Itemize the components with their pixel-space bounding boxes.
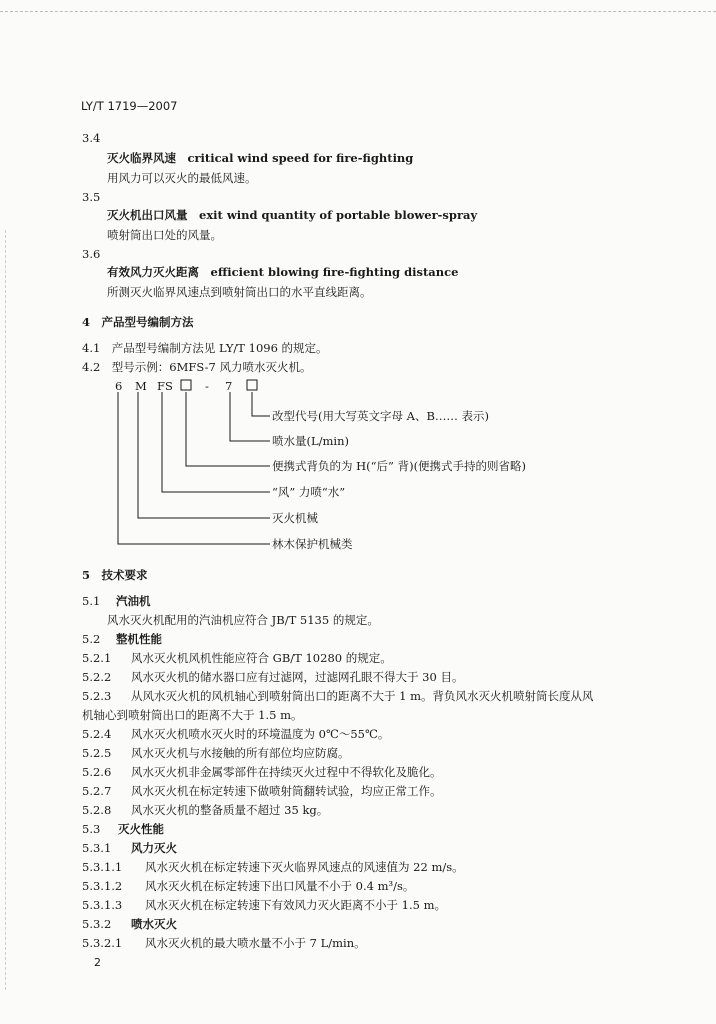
term-definition: 喷射筒出口处的风量。 <box>107 228 222 242</box>
clause-number: 3.4 <box>82 131 101 145</box>
section-title: 4 产品型号编制方法 <box>82 315 194 329</box>
clause-text: 从风水灭火机的风机轴心到喷射筒出口的距离不大于 1 m。背负风水灭火机喷射筒长度从风 <box>131 689 594 703</box>
clause-text: 风水灭火机配用的汽油机应符合 JB/T 5135 的规定。 <box>107 613 379 627</box>
diagram-label: 喷水量(L/min) <box>272 434 349 448</box>
clause-number: 5.3.2 <box>82 917 112 931</box>
clause-heading: 风力灭火 <box>131 841 177 855</box>
code-part-6: 6 <box>115 379 123 393</box>
clause-text: 风水灭火机非金属零部件在持续灭火过程中不得软化及脆化。 <box>131 765 442 779</box>
clause-number: 5.2.4 <box>82 727 112 741</box>
page-number: 2 <box>94 956 101 969</box>
term-heading: 有效风力灭火距离 efficient blowing fire-fighting distance <box>107 265 459 279</box>
clause-number: 5.3.2.1 <box>82 936 123 950</box>
clause-text: 风水灭火机与水接触的所有部位均应防腐。 <box>131 746 350 760</box>
leader-line <box>162 392 270 492</box>
code-placeholder-box <box>247 380 257 390</box>
clause-text: 风水灭火机的整备质量不超过 35 kg。 <box>131 803 329 817</box>
leader-line <box>186 392 270 466</box>
clause-heading: 喷水灭火 <box>131 917 177 931</box>
clause-number: 5.2 <box>82 632 101 646</box>
code-placeholder-box <box>181 380 191 390</box>
term-heading: 灭火临界风速 critical wind speed for fire-fighting <box>107 151 414 165</box>
code-part-7: 7 <box>225 379 233 393</box>
term-definition: 所测灭火临界风速点到喷射筒出口的水平直线距离。 <box>107 285 372 299</box>
clause-number: 5.2.2 <box>82 670 112 684</box>
clause-text: 风水灭火机在标定转速下灭火临界风速点的风速值为 22 m/s。 <box>145 860 464 874</box>
clause-heading: 汽油机 <box>116 594 151 608</box>
clause-text: 风水灭火机风机性能应符合 GB/T 10280 的规定。 <box>131 651 392 665</box>
clause-number: 5.3 <box>82 822 101 836</box>
leader-line <box>118 392 270 544</box>
clause-number: 5.3.1.1 <box>82 860 123 874</box>
clause-heading: 灭火性能 <box>118 822 164 836</box>
code-part-dash: - <box>205 379 209 393</box>
clause-text-continued: 机轴心到喷射筒出口的距离不大于 1.5 m。 <box>82 708 303 722</box>
section-title: 5 技术要求 <box>82 568 148 582</box>
clause-heading: 整机性能 <box>116 632 162 646</box>
clause-number: 5.2.1 <box>82 651 112 665</box>
clause-number: 5.3.1.3 <box>82 898 123 912</box>
clause-number: 5.2.7 <box>82 784 112 798</box>
standard-code-header: LY/T 1719—2007 <box>81 99 178 113</box>
clause-number: 5.3.1.2 <box>82 879 123 893</box>
clause-text: 风水灭火机在标定转速下有效风力灭火距离不小于 1.5 m。 <box>145 898 447 912</box>
leader-line <box>138 392 270 518</box>
clause-text: 风水灭火机喷水灭火时的环境温度为 0℃～55℃。 <box>131 727 390 741</box>
term-heading: 灭火机出口风量 exit wind quantity of portable blower-spray <box>107 208 478 222</box>
clause-text: 风水灭火机的最大喷水量不小于 7 L/min。 <box>145 936 366 950</box>
leader-line <box>252 392 270 416</box>
diagram-label: “风” 力喷“水” <box>272 485 346 499</box>
clause-number: 5.2.8 <box>82 803 112 817</box>
clause-number: 3.5 <box>82 190 101 204</box>
clause-text: 风水灭火机在标定转速下出口风量不小于 0.4 m³/s。 <box>145 879 415 893</box>
clause-number: 5.3.1 <box>82 841 112 855</box>
paragraph: 4.1 产品型号编制方法见 LY/T 1096 的规定。 <box>82 341 328 355</box>
clause-number: 5.2.5 <box>82 746 112 760</box>
diagram-label: 林木保护机械类 <box>272 537 353 551</box>
code-part-fs: FS <box>157 379 173 393</box>
clause-number: 5.2.6 <box>82 765 112 779</box>
clause-number: 5.2.3 <box>82 689 112 703</box>
diagram-label: 便携式背负的为 H(“后” 背)(便携式手持的则省略) <box>272 459 527 473</box>
clause-text: 风水灭火机在标定转速下做喷射筒翻转试验，均应正常工作。 <box>131 784 442 798</box>
diagram-label: 灭火机械 <box>272 511 318 525</box>
code-part-m: M <box>135 379 147 393</box>
paragraph: 4.2 型号示例：6MFS-7 风力喷水灭火机。 <box>82 360 312 374</box>
clause-number: 5.1 <box>82 594 101 608</box>
clause-text: 风水灭火机的储水器口应有过滤网，过滤网孔眼不得大于 30 目。 <box>131 670 464 684</box>
term-definition: 用风力可以灭火的最低风速。 <box>107 171 257 185</box>
diagram-label: 改型代号(用大写英文字母 A、B…… 表示) <box>272 409 490 423</box>
clause-number: 3.6 <box>82 247 101 261</box>
